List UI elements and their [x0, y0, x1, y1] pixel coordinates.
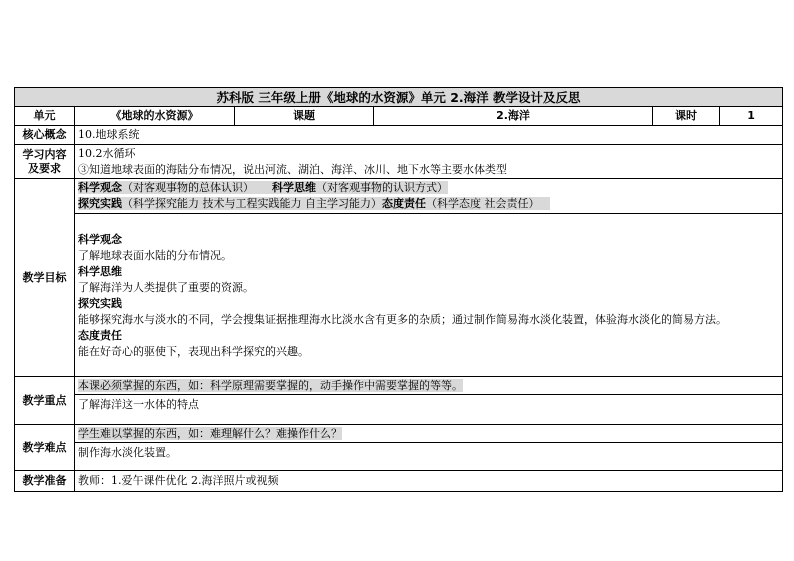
goals-label: 教学目标 [15, 179, 75, 377]
document-title: 苏科版 三年级上册《地球的水资源》单元 2.海洋 教学设计及反思 [15, 88, 783, 107]
band-scientific-thinking-desc: （对客观事物的认识方式） [316, 181, 448, 194]
goals-band-line1 [78, 180, 782, 196]
core-concept-label: 核心概念 [15, 126, 75, 145]
key-points-hint: 本课必须掌握的东西，如：科学原理需要掌握的，动手操作中需要掌握的等等。 [78, 378, 463, 392]
goal-text-practice: 能够探究海水与淡水的不同，学会搜集证据推理海水比淡水含有更多的杂质；通过制作简易海水淡化装置，体验海水淡化的简易方法。 [78, 312, 727, 326]
band-attitude: 态度责任 [382, 197, 426, 210]
difficulties-label: 教学难点 [15, 425, 75, 471]
goal-text-thinking: 了解海洋为人类提供了重要的资源。 [78, 280, 254, 294]
goal-text-attitude: 能在好奇心的驱使下，表现出科学探究的兴趣。 [78, 344, 309, 358]
difficulties-hint-row [15, 425, 783, 443]
content-label-line1: 学习内容 [22, 147, 67, 161]
topic-label: 课题 [235, 107, 374, 126]
preparation-row [15, 471, 783, 492]
content-line2: ③知道地球表面的海陆分布情况，说出河流、湖泊、海洋、冰川、地下水等主要水体类型 [78, 162, 507, 176]
goals-band-line2 [78, 196, 782, 212]
unit-label: 单元 [15, 107, 75, 126]
goal-heading-thinking: 科学思维 [78, 264, 122, 278]
goal-heading-concept: 科学观念 [78, 232, 122, 246]
content-label-line2: 及要求 [28, 161, 61, 175]
period-value: 1 [720, 107, 783, 126]
preparation-label: 教学准备 [15, 471, 75, 492]
goals-detail-row [15, 214, 783, 377]
band-scientific-concept-desc: （对客观事物的总体认识） [122, 181, 254, 194]
content-label [15, 145, 75, 179]
topic-value: 2.海洋 [374, 107, 653, 126]
title-row [15, 88, 783, 107]
preparation-value: 教师：1.爱午课件优化 2.海洋照片或视频 [75, 471, 783, 492]
header-row [15, 107, 783, 126]
key-points-hint-cell [75, 377, 783, 395]
core-concept-value: 10.地球系统 [75, 126, 783, 145]
key-points-value: 了解海洋这一水体的特点 [75, 395, 783, 425]
unit-value: 《地球的水资源》 [75, 107, 235, 126]
band-inquiry-practice-desc: （科学探究能力 技术与工程实践能力 自主学习能力） [122, 197, 382, 210]
core-concept-row [15, 126, 783, 145]
key-points-row [15, 395, 783, 425]
difficulties-hint: 学生难以掌握的东西，如：难理解什么？难操作什么？ [78, 426, 342, 440]
difficulties-row [15, 443, 783, 471]
goal-heading-attitude: 态度责任 [78, 328, 122, 342]
content-row [15, 145, 783, 179]
content-value [75, 145, 783, 179]
difficulties-value: 制作海水淡化装置。 [75, 443, 783, 471]
goals-dimension-band [75, 179, 783, 214]
band-scientific-thinking: 科学思维 [272, 181, 316, 194]
key-points-hint-row [15, 377, 783, 395]
difficulties-hint-cell [75, 425, 783, 443]
goal-heading-practice: 探究实践 [78, 296, 122, 310]
band-attitude-desc: （科学态度 社会责任） [426, 197, 540, 210]
goals-detail [75, 214, 783, 377]
key-points-label: 教学重点 [15, 377, 75, 425]
period-label: 课时 [653, 107, 720, 126]
lesson-plan-table [14, 87, 783, 492]
content-line1: 10.2水循环 [78, 146, 136, 160]
band-inquiry-practice: 探究实践 [78, 197, 122, 210]
band-scientific-concept: 科学观念 [78, 181, 122, 194]
goal-text-concept: 了解地球表面水陆的分布情况。 [78, 248, 232, 262]
goals-band-row [15, 179, 783, 214]
